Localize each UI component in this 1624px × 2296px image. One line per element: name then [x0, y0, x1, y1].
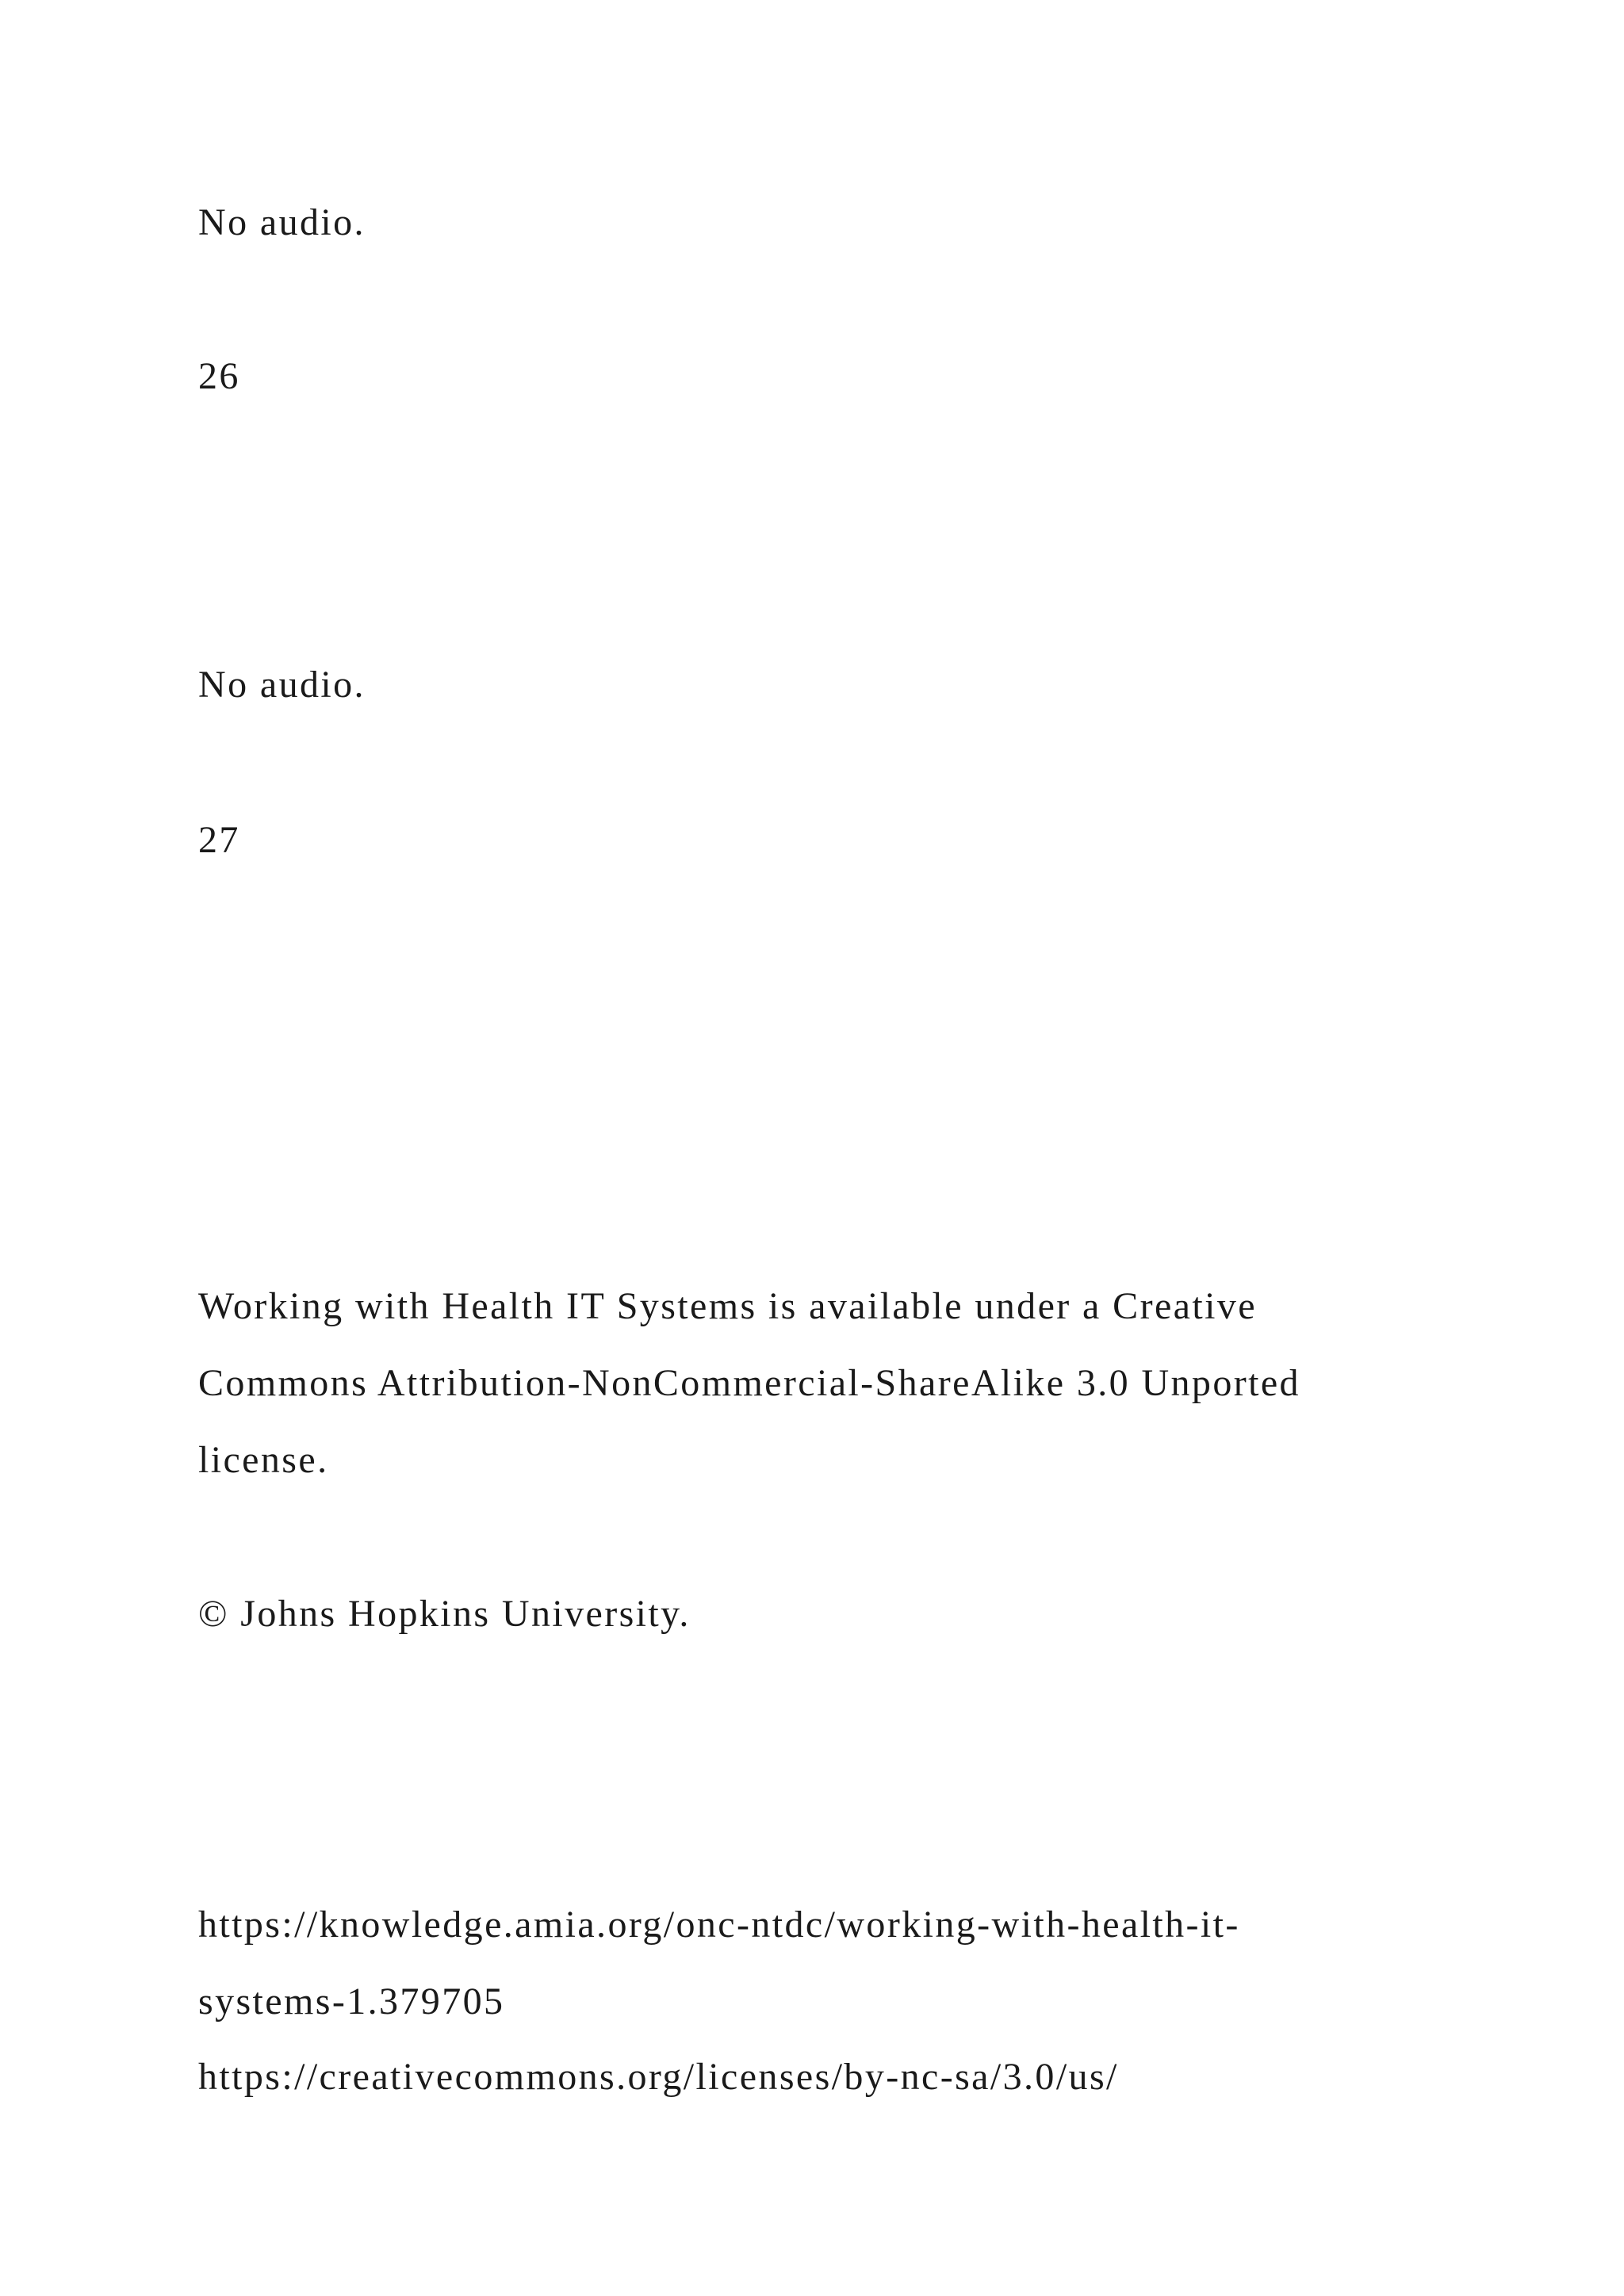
- copyright-notice: © Johns Hopkins University.: [198, 1593, 691, 1635]
- audio-note: No audio.: [198, 664, 366, 706]
- license-text-line: Working with Health IT Systems is available under a Creative: [198, 1285, 1257, 1327]
- slide-number: 26: [198, 355, 240, 397]
- slide-number: 27: [198, 819, 240, 861]
- source-url-line: https://knowledge.amia.org/onc-ntdc/working-with-health-it-: [198, 1904, 1240, 1946]
- license-url-line: https://creativecommons.org/licenses/by-nc-sa/3.0/us/: [198, 2056, 1119, 2098]
- license-text-line: license.: [198, 1439, 329, 1481]
- source-url-line: systems-1.379705: [198, 1980, 505, 2022]
- audio-note: No audio.: [198, 201, 366, 243]
- license-text-line: Commons Attribution-NonCommercial-ShareAlike 3.0 Unported: [198, 1362, 1300, 1404]
